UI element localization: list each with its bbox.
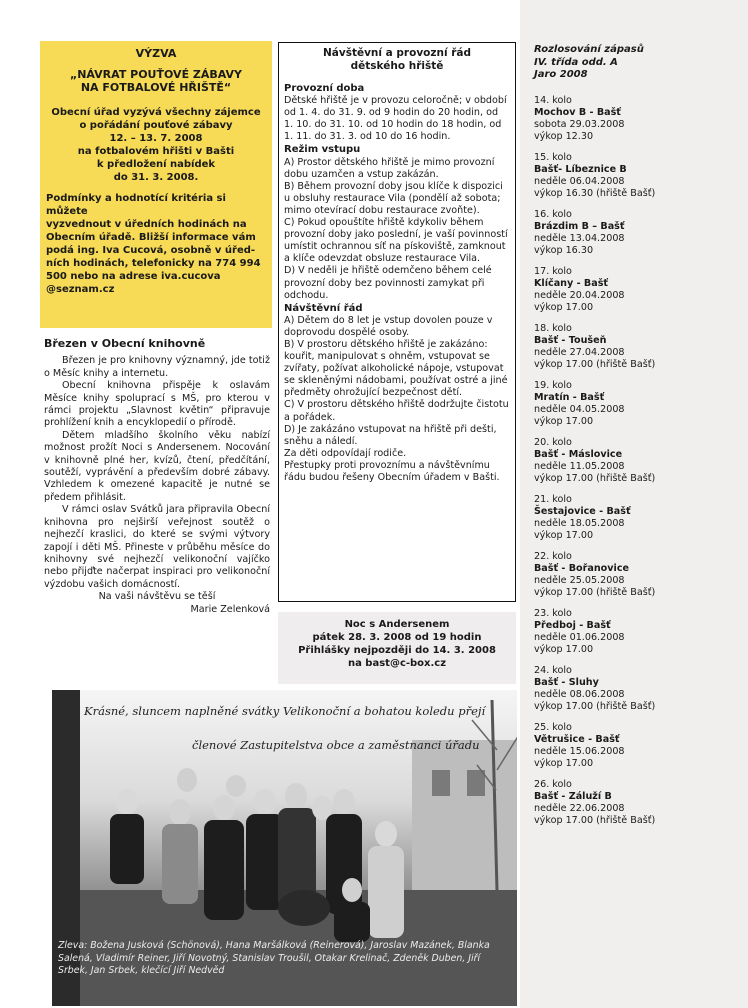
match-round: 22. kolo xyxy=(534,550,572,562)
library-title: Březen v Obecní knihovně xyxy=(44,337,206,350)
match-item xyxy=(534,379,748,428)
match-round: 23. kolo xyxy=(534,607,572,619)
library-paragraph: Dětem mladšího školního věku nabízí možnost prožít Noci s Andersenem. Nocování v knihovně plné her, kvízů, čtení, předčítání, soutěží, vyprávění a především dobré zábavy. Vzhledem k omezené kapacitě je nutné se předem přihlásit. xyxy=(44,429,270,503)
group-photo xyxy=(52,690,517,1006)
easter-greeting: Krásné, sluncem naplněné svátky Velikonoční a bohatou koledu přejí xyxy=(84,704,486,718)
rules-text: Přestupky proti provoznímu a návštěvnímu řádu budou řešeny Obecním úřadem v Bašti. xyxy=(284,459,500,483)
rules-text: C) V prostoru dětského hřiště dodržujte čistotu a pořádek. xyxy=(284,399,509,423)
match-kickoff: výkop 16.30 xyxy=(534,245,594,257)
match-date: neděle 08.06.2008 xyxy=(534,688,625,700)
match-teams: Mratín - Bašť xyxy=(534,391,605,403)
match-date: neděle 22.06.2008 xyxy=(534,802,625,814)
match-teams: Klíčany - Bašť xyxy=(534,277,609,289)
call-heading: VÝZVA xyxy=(135,47,177,60)
schedule-heading-line: IV. třída odd. A xyxy=(534,56,618,68)
rules-title xyxy=(284,47,510,73)
match-item xyxy=(534,322,748,371)
call-box xyxy=(40,41,272,328)
match-round: 25. kolo xyxy=(534,721,572,733)
match-item xyxy=(534,208,748,257)
match-kickoff: výkop 16.30 (hřiště Bašť) xyxy=(534,188,656,200)
library-paragraph: Březen je pro knihovny významný, jde totiž o Měsíc knihy a internetu. xyxy=(44,355,270,379)
match-item xyxy=(534,265,748,314)
rules-text: B) V prostoru dětského hřiště je zakázáno: kouřit, manipulovat s ohněm, vstupovat se zvířaty, požívat alkoholické nápoje, vstupovat se skleněnými nádobami, používat ostré a jiné předměty ohrožující bezpečnost dětí. xyxy=(284,338,508,399)
match-kickoff: výkop 17.00 xyxy=(534,530,594,542)
match-kickoff: výkop 17.00 (hřiště Bašť) xyxy=(534,473,656,485)
match-round: 26. kolo xyxy=(534,778,572,790)
call-title xyxy=(46,68,266,94)
call-body xyxy=(46,106,266,184)
rules-text: A) Prostor dětského hřiště je mimo provozní dobu uzamčen a vstup zakázán. xyxy=(284,156,495,180)
call-line: 12. – 13. 7. 2008 xyxy=(109,133,203,144)
rules-title-line-1: Návštěvní a provozní řád xyxy=(322,47,471,59)
match-kickoff: výkop 17.00 (hřiště Bašť) xyxy=(534,359,656,371)
match-date: neděle 27.04.2008 xyxy=(534,346,625,358)
match-date: neděle 25.05.2008 xyxy=(534,574,625,586)
match-date: neděle 01.06.2008 xyxy=(534,631,625,643)
match-round: 17. kolo xyxy=(534,265,572,277)
rules-text: C) Pokud opouštíte hřiště kdykoliv během provozní doby jako poslední, je vaší povinností umístit ochrannou síť na pískoviště, zamknout a klíče odevzdat obsluze restaurace Vila. xyxy=(284,217,508,265)
andersen-email: na bast@c-box.cz xyxy=(347,658,447,669)
match-date: neděle 20.04.2008 xyxy=(534,289,625,301)
call-conditions xyxy=(46,192,266,296)
match-item xyxy=(534,550,748,599)
call-email: @seznam.cz xyxy=(46,284,115,295)
match-schedule xyxy=(520,0,748,1008)
match-item xyxy=(534,778,748,827)
match-round: 16. kolo xyxy=(534,208,572,220)
match-kickoff: výkop 17.00 (hřiště Bašť) xyxy=(534,701,656,713)
match-kickoff: výkop 17.00 xyxy=(534,302,594,314)
rules-text: A) Dětem do 8 let je vstup dovolen pouze v doprovodu dospělé osoby. xyxy=(284,314,493,338)
match-item xyxy=(534,607,748,656)
match-item xyxy=(534,493,748,542)
call-cond-line: vyzvednout v úředních hodinách na xyxy=(46,219,247,230)
match-item xyxy=(534,151,748,200)
match-date: sobota 29.03.2008 xyxy=(534,118,625,130)
match-date: neděle 13.04.2008 xyxy=(534,232,625,244)
library-article xyxy=(44,338,270,616)
match-round: 18. kolo xyxy=(534,322,572,334)
match-round: 24. kolo xyxy=(534,664,572,676)
match-list xyxy=(534,94,748,827)
call-cond-line: podá ing. Iva Cucová, osobně v úřed- xyxy=(46,245,256,256)
match-date: neděle 06.04.2008 xyxy=(534,175,625,187)
match-kickoff: výkop 12.30 xyxy=(534,131,594,143)
photo-names-caption: Zleva: Božena Jusková (Schönová), Hana Maršálková (Reinerová), Jaroslav Mazánek, Blanka Salená, Vladimír Reiner, Jiří Novotný, Stanislav Troušil, Otakar Krelinač, Zdeněk Duben, Jiří Srbek, Jan Srbek, klečící Jiří Nedvěd xyxy=(58,940,490,976)
rules-text: D) Je zakázáno vstupovat na hřiště při dešti, sněhu a náledí. xyxy=(284,423,497,447)
rules-section-title: Režim vstupu xyxy=(284,144,361,156)
call-line: na fotbalovém hřišti v Bašti xyxy=(77,146,235,157)
match-date: neděle 15.06.2008 xyxy=(534,745,625,757)
match-date: neděle 18.05.2008 xyxy=(534,517,625,529)
match-teams: Bašť - Bořanovice xyxy=(534,562,630,574)
call-line: do 31. 3. 2008. xyxy=(113,172,199,183)
match-date: neděle 11.05.2008 xyxy=(534,460,625,472)
match-round: 19. kolo xyxy=(534,379,572,391)
match-round: 21. kolo xyxy=(534,493,572,505)
match-teams: Bašť- Líbeznice B xyxy=(534,163,627,175)
schedule-heading-line: Rozlosování zápasů xyxy=(534,44,644,55)
match-kickoff: výkop 17.00 xyxy=(534,416,594,428)
match-round: 14. kolo xyxy=(534,94,572,106)
match-teams: Větrušice - Bašť xyxy=(534,733,620,745)
playground-rules xyxy=(278,42,516,602)
match-item xyxy=(534,94,748,143)
match-teams: Bašť - Toušeň xyxy=(534,334,607,346)
match-teams: Mochov B - Bašť xyxy=(534,106,621,118)
easter-greeting-signature: členové Zastupitelstva obce a zaměstnanci úřadu xyxy=(192,738,480,752)
match-teams: Brázdim B – Bašť xyxy=(534,220,625,232)
match-kickoff: výkop 17.00 xyxy=(534,758,594,770)
call-cond-line: Podmínky a hodnotící kritéria si můžete xyxy=(46,193,226,217)
library-paragraph: Obecní knihovna přispěje k oslavám Měsíce knihy spoluprací s MŠ, pro kterou v rámci projektu „Slavnost květin“ připravuje prohlížení knih a encyklopedií o přírodě. xyxy=(44,380,270,429)
match-teams: Bašť - Záluží B xyxy=(534,790,612,802)
rules-text: B) Během provozní doby jsou klíče k dispozici u obsluhy restaurace Vila (pondělí až sobota; mimo otevírací dobu restaurace zvoňte). xyxy=(284,180,503,216)
match-item xyxy=(534,436,748,485)
rules-text: Za děti odpovídají rodiče. xyxy=(284,447,407,459)
call-cond-line: Obecním úřadě. Bližší informace vám xyxy=(46,232,256,243)
match-date: neděle 04.05.2008 xyxy=(534,403,625,415)
rules-section-title: Provozní doba xyxy=(284,83,365,94)
rules-title-line-2: dětského hřiště xyxy=(350,60,444,72)
library-signature: Marie Zelenková xyxy=(190,603,270,615)
library-paragraph: V rámci oslav Svátků jara připravila Obecní knihovna pro nejširší veřejnost soutěž o nejhezčí kraslici, do které se svými výtvory zapojí i děti MŠ. Přineste v průběhu měsíce do knihovny své nejhezčí velikonoční vajíčko nebo přijďte načerpat inspiraci pro velikonoční výzdobu vašich domácností. xyxy=(44,504,270,590)
call-title-line-2: NA FOTBALOVÉ HŘIŠTĚ“ xyxy=(80,81,232,94)
schedule-heading-line: Jaro 2008 xyxy=(534,69,588,80)
call-cond-line: ních hodinách, telefonicky na 774 994 xyxy=(46,258,261,269)
match-round: 15. kolo xyxy=(534,151,572,163)
andersen-date: pátek 28. 3. 2008 od 19 hodin xyxy=(312,632,482,643)
andersen-title: Noc s Andersenem xyxy=(344,619,450,630)
call-line: Obecní úřad vyzývá všechny zájemce xyxy=(51,107,261,118)
match-teams: Bašť - Máslovice xyxy=(534,448,623,460)
rules-text: Dětské hřiště je v provozu celoročně; v období od 1. 4. do 31. 9. od 9 hodin do 20 hodin, od 1. 10. do 31. 10. od 10 hodin do 18 hodin, od 1. 11. do 31. 3. od 10 do 16 hodin. xyxy=(284,95,507,143)
call-line: k předložení nabídek xyxy=(96,159,216,170)
schedule-heading xyxy=(534,44,748,82)
match-teams: Bašť - Sluhy xyxy=(534,676,599,688)
andersen-deadline: Přihlášky nejpozději do 14. 3. 2008 xyxy=(298,645,496,656)
match-round: 20. kolo xyxy=(534,436,572,448)
match-kickoff: výkop 17.00 (hřiště Bašť) xyxy=(534,815,656,827)
call-title-line-1: „NÁVRAT POUŤOVÉ ZÁBAVY xyxy=(69,68,243,81)
andersen-night-box xyxy=(278,612,516,684)
call-cond-line: 500 nebo na adrese iva.cucova xyxy=(46,271,221,282)
rules-section-title: Návštěvní řád xyxy=(284,302,363,314)
match-item xyxy=(534,664,748,713)
rules-text: D) V neděli je hřiště odemčeno během celé provozní doby bez povinnosti zamykat při odchodu. xyxy=(284,265,492,301)
match-kickoff: výkop 17.00 (hřiště Bašť) xyxy=(534,587,656,599)
match-kickoff: výkop 17.00 xyxy=(534,644,594,656)
match-teams: Předboj - Bašť xyxy=(534,619,611,631)
call-line: o pořádání pouťové zábavy xyxy=(79,120,233,131)
library-closing: Na vaši návštěvu se těší xyxy=(98,591,216,603)
match-item xyxy=(534,721,748,770)
match-teams: Šestajovice - Bašť xyxy=(534,505,631,517)
